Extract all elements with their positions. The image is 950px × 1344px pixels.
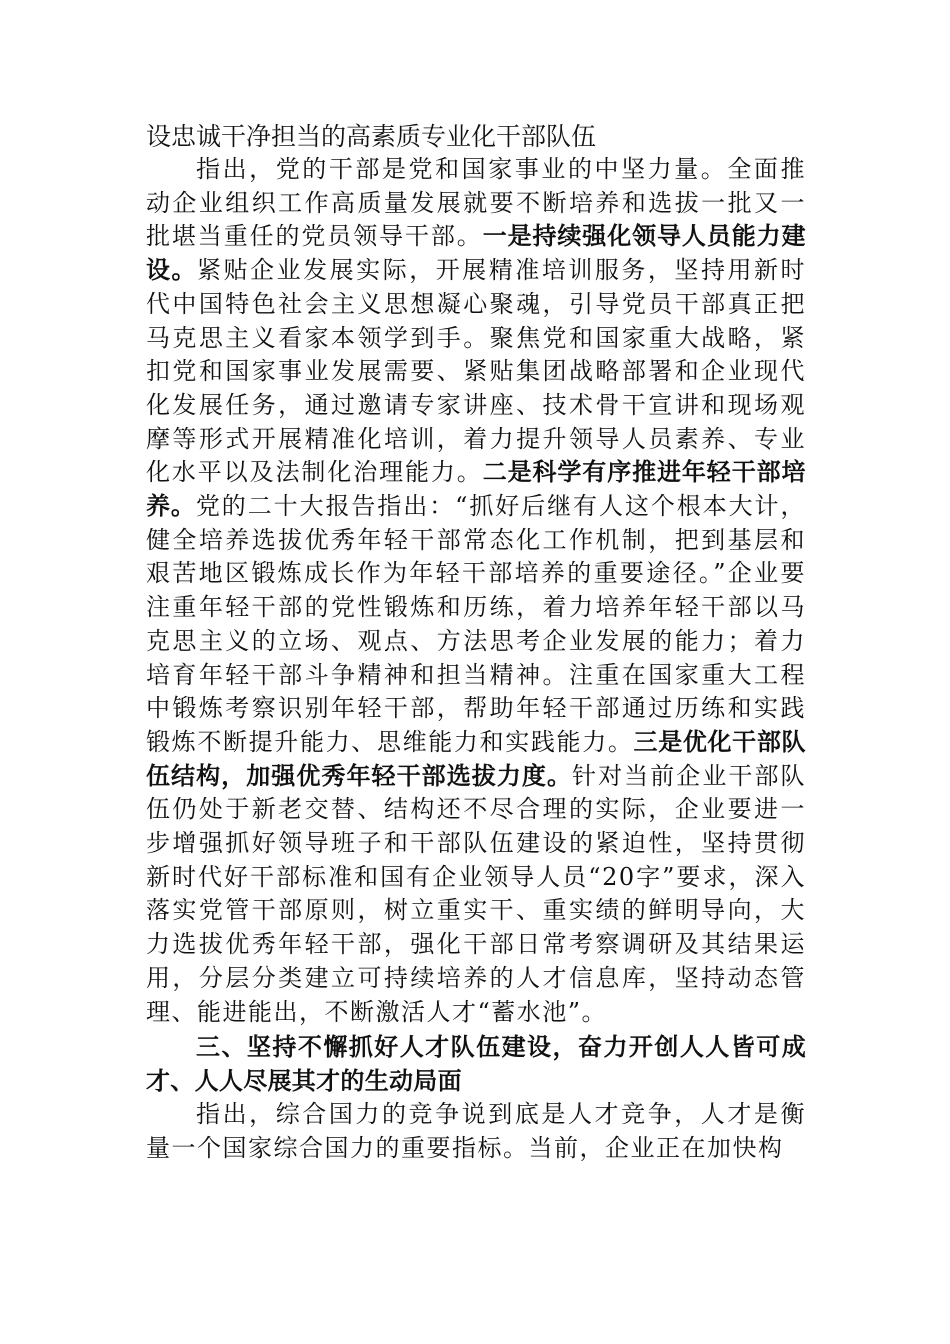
paragraph-intro: 指出，党的干部是党和国家事业的中坚力量。全面推动企业组织工作高质量发展就要不断培养和选拔一批又一批堪当重任的党员领导干部。 — [146, 155, 806, 251]
point-1-title: 一是持续强化领导人员能力建设。 — [146, 222, 807, 285]
point-3-title: 三是优化干部队伍结构，加强优秀年轻干部选拔力度。 — [146, 727, 807, 790]
point-2-title: 二是科学有序推进年轻干部培养。 — [146, 458, 807, 521]
body-paragraph-2: 指出，综合国力的竞争说到底是人才竞争，人才是衡量一个国家综合国力的重要指标。当前，企业正在加快构 — [146, 1100, 806, 1162]
section-3-heading: 三、坚持不懈抓好人才队伍建设，奋力开创人人皆可成才、人人尽展其才的生动局面 — [146, 1033, 806, 1096]
section-heading-continued: 设忠诚干净担当的高素质专业化干部队伍 — [146, 122, 597, 151]
point-3-body: 针对当前企业干部队伍仍处于新老交替、结构还不尽合理的实际，企业要进一步增强抓好领导班子和干部队伍建设的紧迫性，坚持贯彻新时代好干部标准和国有企业领导人员“20字”要求，深入落实党管干部原则，树立重实干、重实绩的鲜明导向，大力选拔优秀年轻干部，强化干部日常考察调研及其结果运用，分层分类建立可持续培养的人才信息库，坚持动态管理、能进能出，不断激活人才“蓄水池”。 — [146, 761, 807, 1026]
body-paragraph-1 — [146, 153, 806, 1029]
document-body — [146, 120, 806, 1166]
point-1-body: 紧贴企业发展实际，开展精准培训服务，坚持用新时代中国特色社会主义思想凝心聚魂，引导党员干部真正把马克思主义看家本领学到手。聚焦党和国家重大战略，紧扣党和国家事业发展需要、紧贴集团战略部署和企业现代化发展任务，通过邀请专家讲座、技术骨干宣讲和现场观摩等形式开展精准化培训，着力提升领导人员素养、专业化水平以及法制化治理能力。 — [146, 256, 807, 487]
point-2-body: 党的二十大报告指出：“抓好后继有人这个根本大计，健全培养选拔优秀年轻干部常态化工作机制，把到基层和艰苦地区锻炼成长作为年轻干部培养的重要途径。”企业要注重年轻干部的党性锻炼和历练，着力培养年轻干部以马克思主义的立场、观点、方法思考企业发展的能力；着力培育年轻干部斗争精神和担当精神。注重在国家重大工程中锻炼考察识别年轻干部，帮助年轻干部通过历练和实践锻炼不断提升能力、思维能力和实践能力。 — [146, 492, 806, 756]
